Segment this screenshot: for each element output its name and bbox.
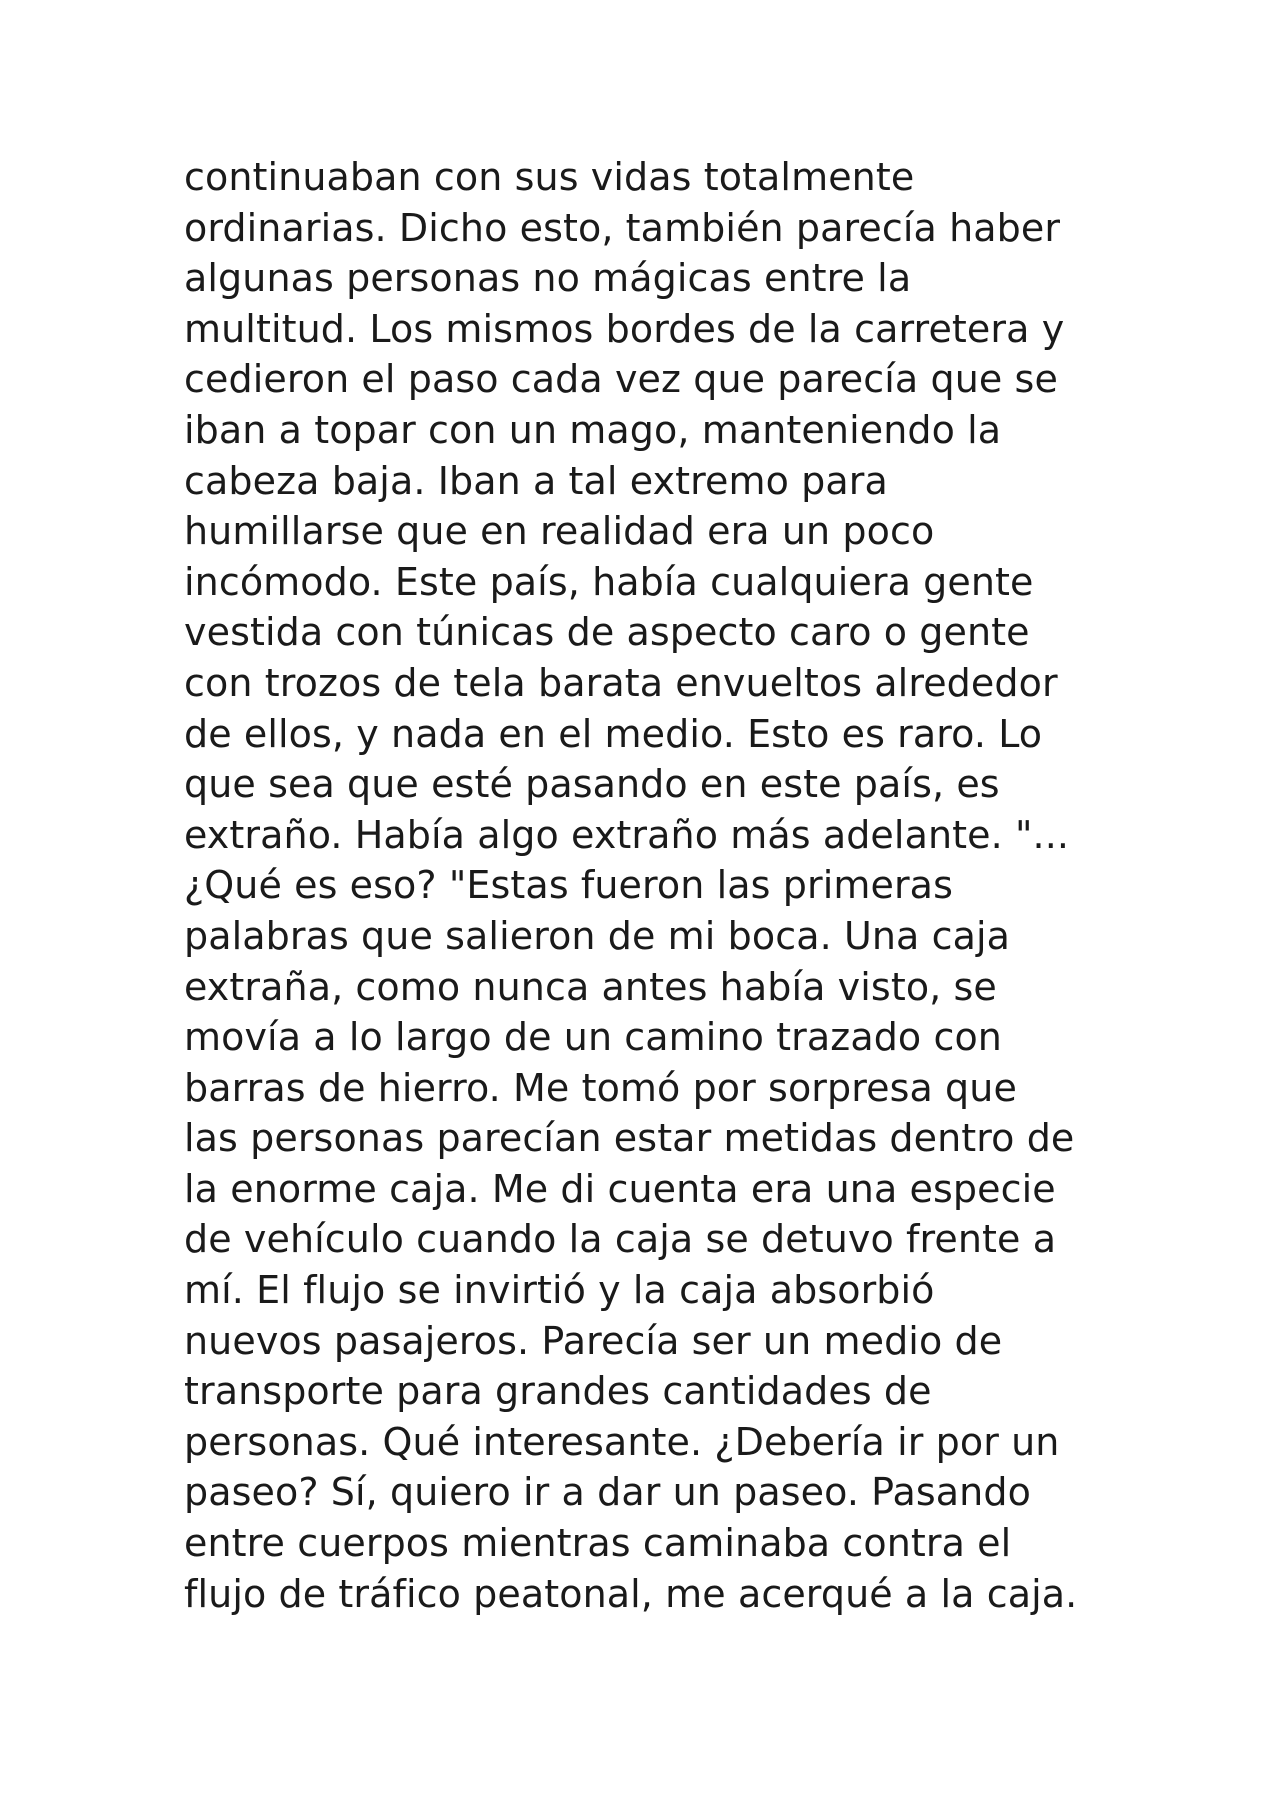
text-line: multitud. Los mismos bordes de la carretera y	[184, 306, 1065, 351]
text-line: humillarse que en realidad era un poco	[184, 509, 935, 554]
text-line: cedieron el paso cada vez que parecía que se	[184, 357, 1058, 402]
text-line: de ellos, y nada en el medio. Esto es raro. Lo	[184, 711, 1043, 756]
text-line: de vehículo cuando la caja se detuvo frente a	[184, 1217, 1057, 1262]
body-text	[184, 152, 1184, 1619]
text-line: entre cuerpos mientras caminaba contra el	[184, 1521, 1012, 1566]
text-line: algunas personas no mágicas entre la	[184, 256, 912, 301]
text-line: transporte para grandes cantidades de	[184, 1369, 932, 1414]
text-line: que sea que esté pasando en este país, es	[184, 762, 1000, 807]
text-line: ¿Qué es eso? "Estas fueron las primeras	[184, 863, 953, 908]
text-line: paseo? Sí, quiero ir a dar un paseo. Pasando	[184, 1470, 1031, 1515]
text-line: las personas parecían estar metidas dentro de	[184, 1116, 1075, 1161]
text-line: barras de hierro. Me tomó por sorpresa que	[184, 1065, 1017, 1110]
text-line: la enorme caja. Me di cuenta era una especie	[184, 1166, 1056, 1211]
text-line: cabeza baja. Iban a tal extremo para	[184, 458, 888, 503]
text-line: flujo de tráfico peatonal, me acerqué a la caja.	[184, 1571, 1078, 1616]
text-line: vestida con túnicas de aspecto caro o gente	[184, 610, 1030, 655]
text-line: con trozos de tela barata envueltos alrededor	[184, 660, 1058, 705]
text-line: incómodo. Este país, había cualquiera gente	[184, 559, 1034, 604]
text-line: continuaban con sus vidas totalmente	[184, 155, 915, 199]
text-line: ordinarias. Dicho esto, también parecía haber	[184, 205, 1061, 250]
text-line: extraña, como nunca antes había visto, se	[184, 964, 997, 1009]
text-line: iban a topar con un mago, manteniendo la	[184, 407, 1002, 452]
text-line: movía a lo largo de un camino trazado con	[184, 1015, 1002, 1060]
text-line: palabras que salieron de mi boca. Una caja	[184, 913, 1011, 958]
text-line: extraño. Había algo extraño más adelante. "...	[184, 812, 1070, 857]
text-line: mí. El flujo se invirtió y la caja absorbió	[184, 1268, 935, 1313]
text-line: nuevos pasajeros. Parecía ser un medio de	[184, 1318, 1003, 1363]
text-line: personas. Qué interesante. ¿Debería ir por un	[184, 1419, 1060, 1464]
